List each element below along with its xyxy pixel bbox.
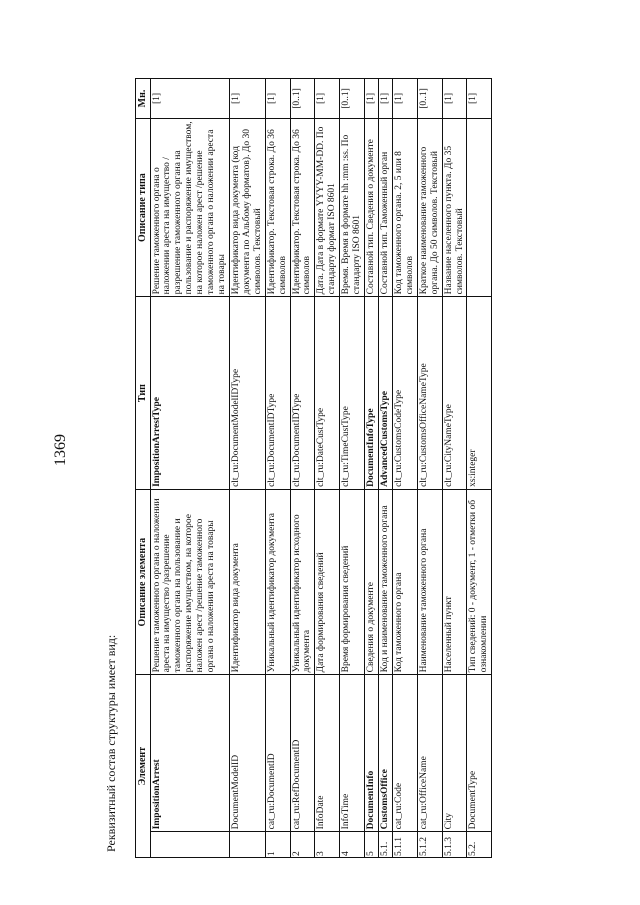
row-number: 5.1.2 [417, 832, 442, 858]
table-row [340, 79, 365, 858]
row-description: Уникальный идентификатор документа [265, 489, 290, 674]
row-type-description: Дата. Дата в формате YYYY-MM-DD. По стандарту формат ISO 8601 [315, 118, 340, 296]
row-type-description: Идентификатор. Текстовая строка. До 36 символов [290, 118, 315, 296]
row-description: Дата формирования сведений [315, 489, 340, 674]
row-element: cat_ru:RefDocumentID [290, 675, 315, 832]
row-multiplicity: [1] [442, 79, 467, 119]
row-multiplicity: [0..1] [340, 79, 365, 119]
row-description: Решение таможенного органа о наложении ареста на имущество /разрешение таможенного органа на пользование и распоряжение имуществом, на которое наложен арест /решение таможенного органа о наложении ареста на товары [150, 489, 229, 674]
row-multiplicity: [0..1] [417, 79, 442, 119]
row-type-description: Идентификатор вида документа (код документа по Альбому форматов). До 30 символов. Текстовый [229, 118, 265, 296]
row-multiplicity: [1] [315, 79, 340, 119]
table-row [417, 79, 442, 858]
table-row [392, 79, 417, 858]
row-type: clt_ru:DateCustType [315, 297, 340, 490]
row-type: clt_ru:CityNameType [442, 297, 467, 490]
table-header-row [136, 79, 151, 858]
row-type-description: Код таможенного органа. 2, 5 или 8 символов [392, 118, 417, 296]
row-element: DocumentType [467, 675, 492, 832]
row-type-description: Идентификатор. Текстовая строка. До 36 символов [265, 118, 290, 296]
row-type: ImpositionArrestType [150, 297, 229, 490]
requisites-table [135, 78, 492, 858]
table-row [150, 79, 229, 858]
row-multiplicity: [1] [467, 79, 492, 119]
header-type-description: Описание типа [136, 118, 151, 296]
row-number: 5.2. [467, 832, 492, 858]
page-number: 1369 [52, 434, 69, 466]
row-element: cat_ru:OfficeName [417, 675, 442, 832]
row-element: DocumentInfo [365, 675, 379, 832]
row-description: Населенный пункт [442, 489, 467, 674]
row-element: InfoDate [315, 675, 340, 832]
row-description: Уникальный идентификатор исходного документа [290, 489, 315, 674]
row-type: clt_ru:DocumentIDType [290, 297, 315, 490]
row-element: ImpositionArrest [150, 675, 229, 832]
row-multiplicity: [1] [392, 79, 417, 119]
row-number: 5.1.1 [392, 832, 417, 858]
row-number [150, 832, 229, 858]
row-type-description: Название населенного пункта. До 35 символов. Текстовый [442, 118, 467, 296]
row-multiplicity: [1] [265, 79, 290, 119]
row-type: xs:integer [467, 297, 492, 490]
document-table-container [135, 78, 535, 858]
row-number: 5.1.3 [442, 832, 467, 858]
row-type-description: Решение таможенного органа о наложении ареста на имущество /разрешение таможенного органа на пользование и распоряжение имуществом, на которое наложен арест /решение таможенного органа о наложении ареста на товары [150, 118, 229, 296]
table-row [379, 79, 393, 858]
table-caption: Реквизитный состав структуры имеет вид: [104, 634, 118, 852]
table-row [467, 79, 492, 858]
header-type: Тип [136, 297, 151, 490]
table-row [315, 79, 340, 858]
row-multiplicity: [1] [150, 79, 229, 119]
row-type: clt_ru:TimeCustType [340, 297, 365, 490]
table-row [290, 79, 315, 858]
row-description: Наименование таможенного органа [417, 489, 442, 674]
row-number: 2 [290, 832, 315, 858]
row-multiplicity: [1] [229, 79, 265, 119]
header-description: Описание элемента [136, 489, 151, 674]
row-multiplicity: [0..1] [290, 79, 315, 119]
table-row [442, 79, 467, 858]
row-element: City [442, 675, 467, 832]
table-row [365, 79, 379, 858]
header-multiplicity: Мн. [136, 79, 151, 119]
row-multiplicity: [1] [379, 79, 393, 119]
row-type-description: Время. Время в формате hh :mm :ss. По стандарту ISO 8601 [340, 118, 365, 296]
row-description: Время формирования сведений [340, 489, 365, 674]
row-multiplicity: [1] [365, 79, 379, 119]
row-type-description: Составной тип. Таможенный орган [379, 118, 393, 296]
row-type-description: Составной тип. Сведения о документе [365, 118, 379, 296]
table-row [265, 79, 290, 858]
row-element: DocumentModelID [229, 675, 265, 832]
row-element: cat_ru:DocumentID [265, 675, 290, 832]
row-description: Код таможенного органа [392, 489, 417, 674]
row-number: 5.1. [379, 832, 393, 858]
row-type: clt_ru:CustomsCodeType [392, 297, 417, 490]
row-element: CustomsOffice [379, 675, 393, 832]
row-number: 3 [315, 832, 340, 858]
row-number [229, 832, 265, 858]
row-type: clt_ru:DocumentIDType [265, 297, 290, 490]
row-type: clt_ru:DocumentModelIDType [229, 297, 265, 490]
row-element: cat_ru:Code [392, 675, 417, 832]
row-type-description [467, 118, 492, 296]
row-type: DocumentInfoType [365, 297, 379, 490]
row-number: 1 [265, 832, 290, 858]
row-description: Код и наименование таможенного органа [379, 489, 393, 674]
row-type-description: Краткое наименование таможенного органа. До 50 символов. Текстовый [417, 118, 442, 296]
row-element: InfoTime [340, 675, 365, 832]
header-element: Элемент [136, 675, 151, 858]
row-description: Сведения о документе [365, 489, 379, 674]
table-row [229, 79, 265, 858]
row-description: Идентификатор вида документа [229, 489, 265, 674]
row-number: 5 [365, 832, 379, 858]
row-description: Тип сведений: 0 - документ, 1 - отметки об ознакомлении [467, 489, 492, 674]
row-number: 4 [340, 832, 365, 858]
row-type: clt_ru:CustomsOfficeNameType [417, 297, 442, 490]
row-type: AdvancedCustomsType [379, 297, 393, 490]
